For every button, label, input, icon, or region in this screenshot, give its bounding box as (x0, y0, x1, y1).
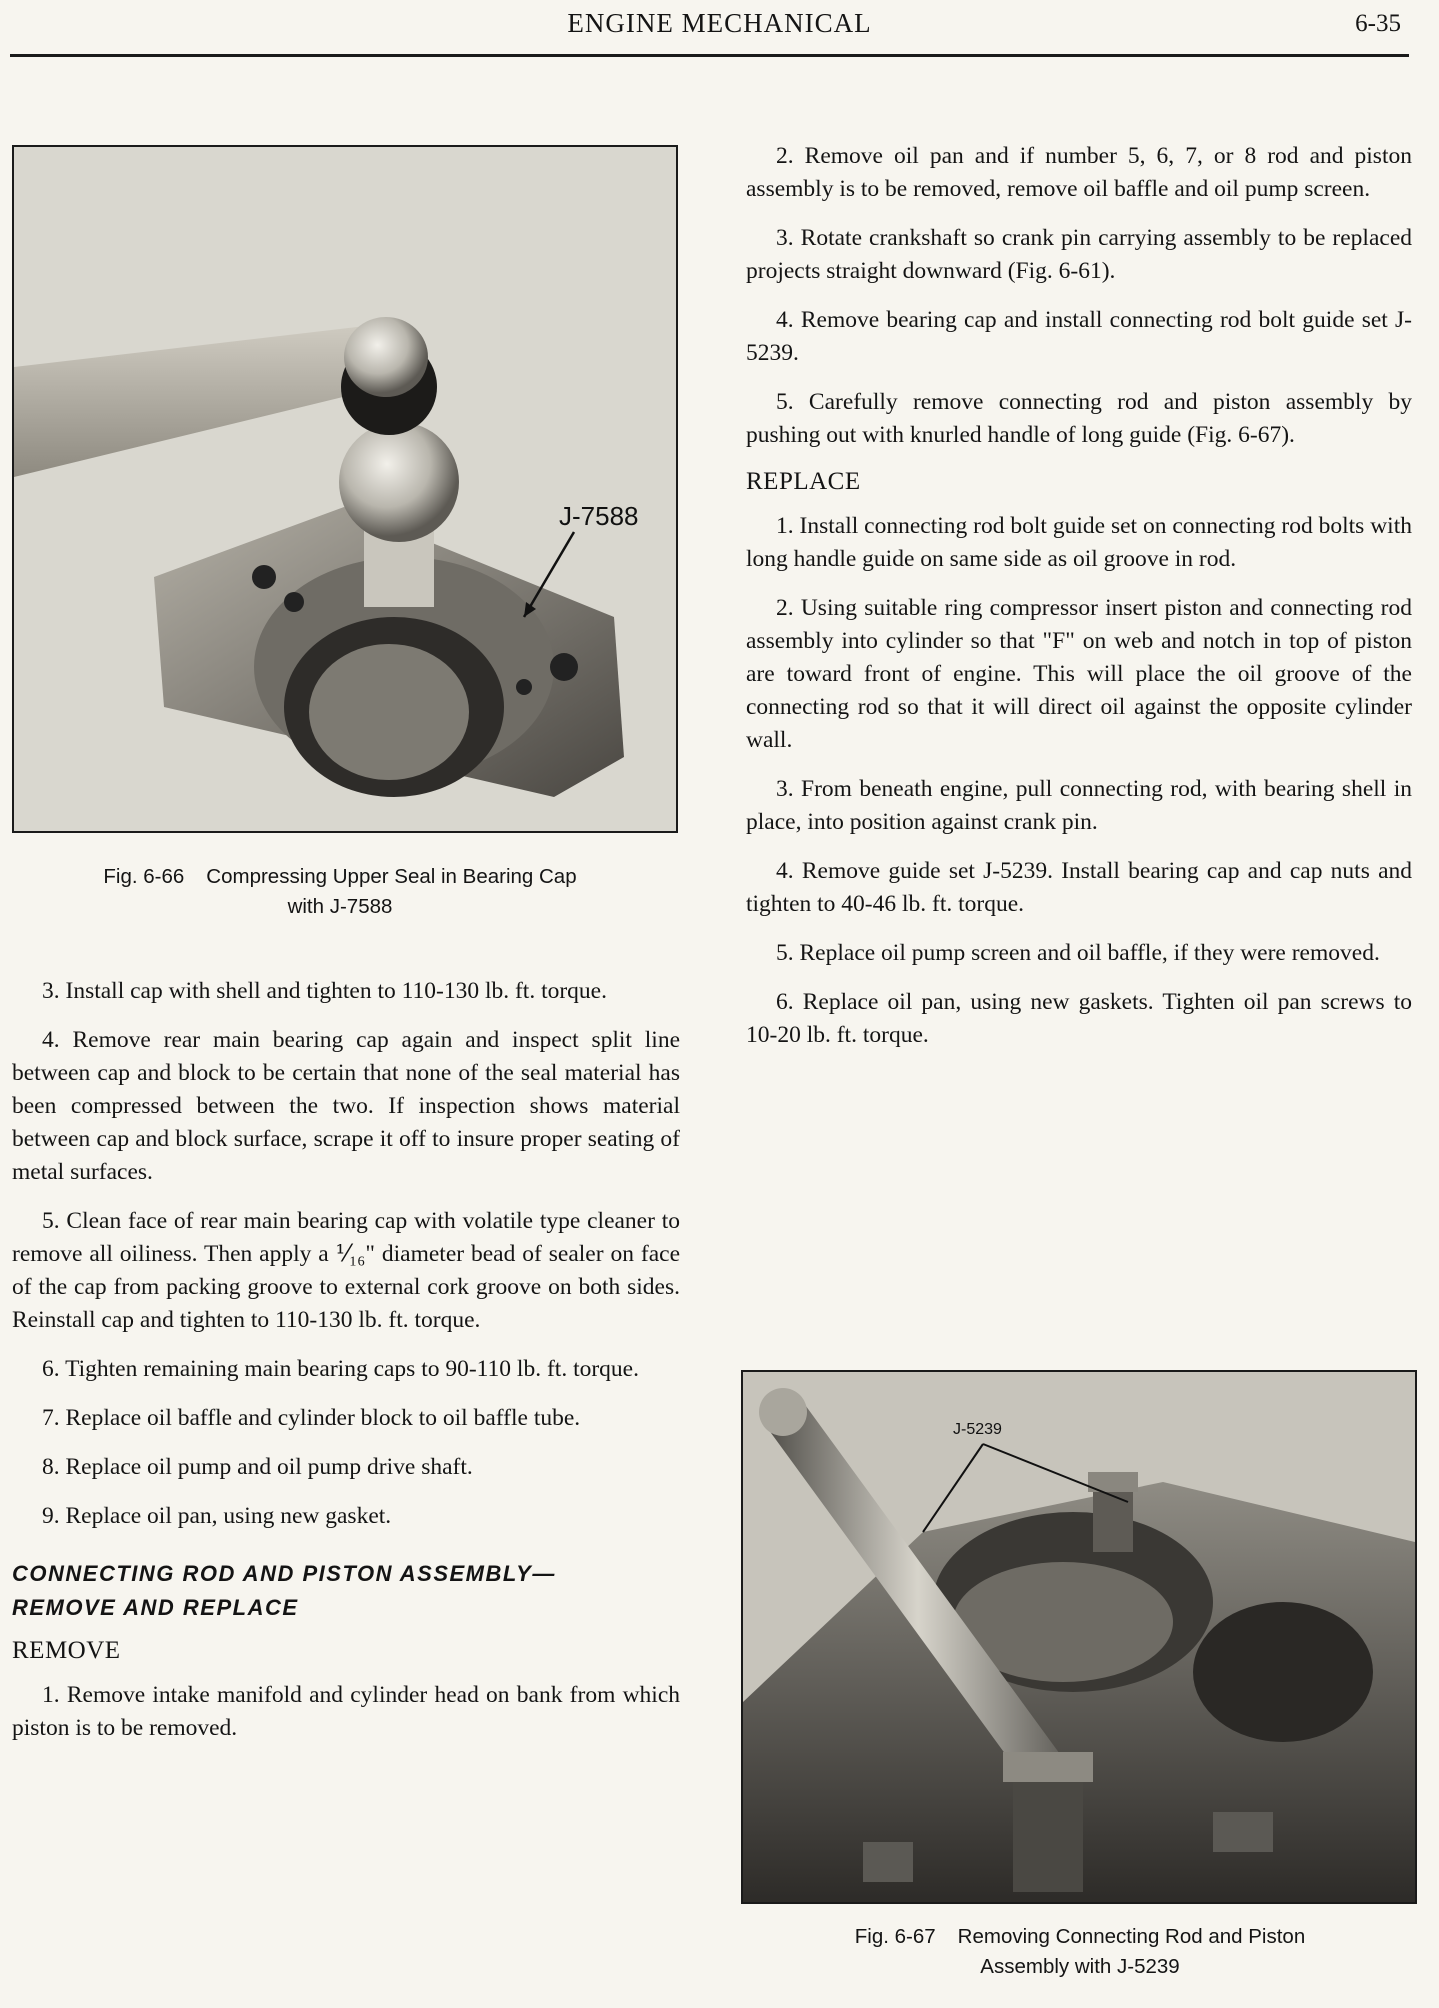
replace-step-5: 5. Replace oil pump screen and oil baffle, if they were removed. (776, 940, 1380, 966)
figure-6-66-photo (12, 145, 678, 833)
figure-number: Fig. 6-66 (103, 865, 185, 888)
remove-step-1: 1. Remove intake manifold and cylinder head on bank from which piston is to be removed. (12, 1682, 680, 1741)
section-heading-line1: CONNECTING ROD AND PISTON ASSEMBLY— (12, 1561, 556, 1586)
left-step-6: 6. Tighten remaining main bearing caps to 90-110 lb. ft. torque. (42, 1356, 639, 1382)
caption-text: Compressing Upper Seal in Bearing Cap (206, 865, 577, 888)
header-rule (10, 54, 1409, 57)
replace-step-6: 6. Replace oil pan, using new gaskets. Tighten oil pan screws to 10-20 lb. ft. torque. (746, 989, 1412, 1048)
section-title: ENGINE MECHANICAL (567, 8, 872, 38)
replace-step-2: 2. Using suitable ring compressor insert piston and connecting rod assembly into cylinder so that "F" on web and notch in top of piston are toward front of engine. This will place the oil groove of the connecting rod so that it will direct oil against the opposite cylinder wall. (746, 595, 1412, 753)
replace-step-3: 3. From beneath engine, pull connecting rod, with bearing shell in place, into position against crank pin. (746, 776, 1412, 835)
figure-6-67-photo (741, 1370, 1417, 1904)
caption-text-67-line2: Assembly with J-5239 (980, 1955, 1180, 1978)
figure-6-66-caption (20, 862, 660, 922)
replace-step-1: 1. Install connecting rod bolt guide set on connecting rod bolts with long handle guide on same side as oil groove in rod. (746, 513, 1412, 572)
left-step-9: 9. Replace oil pan, using new gasket. (42, 1503, 392, 1529)
figure-number-67: Fig. 6-67 (854, 1925, 936, 1948)
remove-step-4: 4. Remove bearing cap and install connecting rod bolt guide set J-5239. (746, 307, 1412, 366)
left-step-8: 8. Replace oil pump and oil pump drive shaft. (42, 1454, 473, 1480)
hammer-head (339, 422, 459, 542)
section-heading-line2: REMOVE AND REPLACE (12, 1595, 299, 1620)
section-heading (12, 1557, 680, 1625)
seal-compressor-illustration (14, 147, 676, 831)
remove-step-2: 2. Remove oil pan and if number 5, 6, 7, or 8 rod and piston assembly is to be removed, remove oil baffle and oil pump screen. (746, 143, 1412, 202)
replace-step-4: 4. Remove guide set J-5239. Install bearing cap and cap nuts and tighten to 40-46 lb. ft. torque. (746, 858, 1412, 917)
right-column (746, 140, 1412, 1068)
left-column (12, 975, 680, 1761)
caption-text-67: Removing Connecting Rod and Piston (957, 1925, 1306, 1948)
left-step-7: 7. Replace oil baffle and cylinder block to oil baffle tube. (42, 1405, 581, 1431)
left-step-5: 5. Clean face of rear main bearing cap with volatile type cleaner to remove all oiliness. Then apply a ⅟₁₆" diameter bead of sealer on face of the cap from packing groove to external cork groove on both sides. Reinstall cap and tighten to 110-130 lb. ft. torque. (12, 1208, 680, 1333)
left-step-4: 4. Remove rear main bearing cap again and inspect split line between cap and block to be certain that none of the seal material has been compressed between the two. If inspection shows material between cap and block surface, scrape it off to insure proper seating of metal surfaces. (12, 1027, 680, 1185)
tool-label-j5239: J-5239 (953, 1421, 1002, 1438)
remove-step-5: 5. Carefully remove connecting rod and piston assembly by pushing out with knurled handle of long guide (Fig. 6-67). (746, 389, 1412, 448)
left-step-3: 3. Install cap with shell and tighten to 110-130 lb. ft. torque. (42, 978, 607, 1004)
page-header (0, 0, 1439, 56)
remove-step-3: 3. Rotate crankshaft so crank pin carrying assembly to be replaced projects straight downward (Fig. 6-61). (746, 225, 1412, 284)
caption-text-line2: with J-7588 (287, 895, 393, 918)
replace-heading: REPLACE (746, 468, 861, 495)
connecting-rod-removal-illustration (743, 1372, 1415, 1902)
remove-heading: REMOVE (12, 1637, 121, 1664)
page-number: 6-35 (1355, 10, 1401, 37)
figure-6-67-caption (760, 1922, 1400, 1982)
tool-label-j7588: J-7588 (559, 501, 639, 531)
